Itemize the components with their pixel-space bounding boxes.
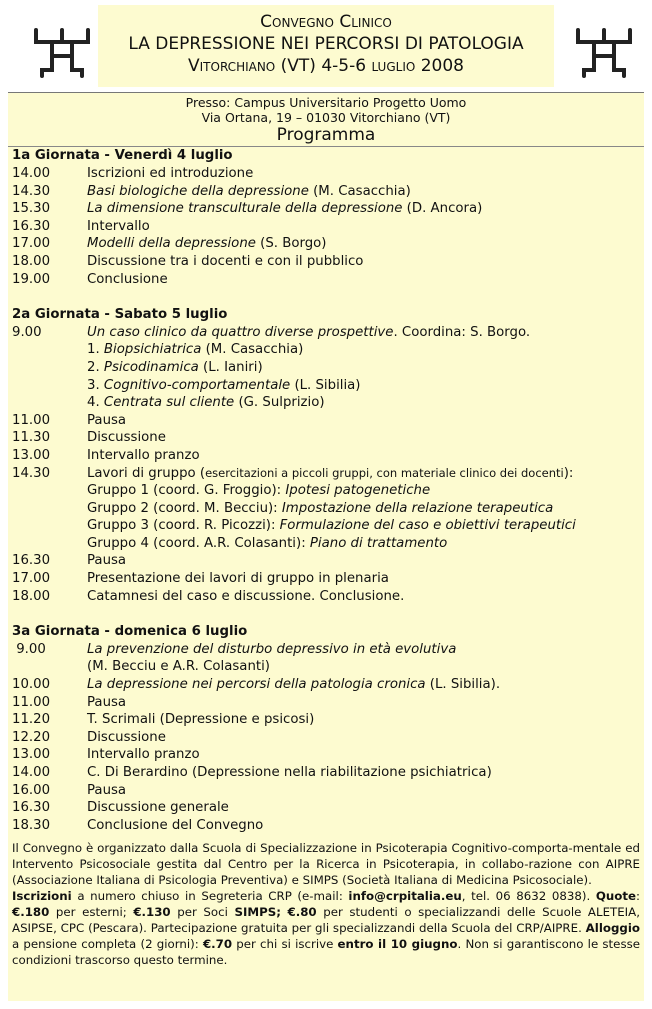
stick-figure-icon bbox=[30, 20, 94, 84]
time: 14.00 bbox=[12, 765, 51, 780]
speaker: (S. Borgo) bbox=[255, 236, 327, 252]
time: 9.00 bbox=[12, 641, 46, 657]
price-members: €.130 bbox=[133, 905, 171, 920]
activity: Catamnesi del caso e discussione. Conclusione. bbox=[87, 588, 405, 604]
activity: Discussione generale bbox=[87, 800, 229, 816]
schedule-row: 14.30 Lavori di gruppo (esercitazioni a piccoli gruppi, con materiale clinico dei docenti): bbox=[12, 465, 574, 481]
header-box bbox=[98, 5, 554, 87]
speaker: (M. Becciu e A.R. Colasanti) bbox=[87, 659, 270, 675]
activity: Pausa bbox=[87, 694, 127, 710]
email-link[interactable]: info@crpitalia.eu bbox=[348, 889, 462, 904]
time: 12.20 bbox=[12, 729, 51, 745]
program-sheet bbox=[8, 92, 644, 1001]
schedule-row bbox=[8, 782, 644, 800]
time: 10.00 bbox=[12, 677, 51, 693]
group-row bbox=[8, 535, 644, 553]
day1-title: 1a Giornata - Venerdì 4 luglio bbox=[12, 148, 233, 163]
speaker: (L. Sibilia). bbox=[425, 677, 501, 693]
footer-info: Il Convegno è organizzato dalla Scuola di Specializzazione in Psicoterapia Cognitivo-comporta-mentale ed Intervento Psicosociale gestita dal Centro per la Ricerca in Psicoterapia, in collabo-razione con AIPRE (Associazione Italiana di Psicologia Preventiva) e SIMPS (Società Italiana di Medicina Psicosociale). Iscrizioni a numero chiuso in Segreteria CRP (e-mail: info@crpitalia.eu, tel. 06 8632 0838). Quote: €.180 per esterni; €.130 per Soci SIMPS; €.80 per studenti o specializzandi delle Scuole ALETEIA, ASIPSE, CPC (Pescara). Partecipazione gratuita per gli specializzandi della Scuola del CRP/AIPRE. Alloggio a pensione completa (2 giorni): €.70 per chi si iscrive entro il 10 giugno. Non si garantiscono le stesse condizioni trascorso questo termine. bbox=[12, 841, 641, 968]
alloggio-label: Alloggio bbox=[585, 921, 640, 936]
simps-label: SIMPS; bbox=[234, 905, 281, 920]
schedule-row bbox=[8, 817, 644, 835]
activity: Pausa bbox=[87, 782, 127, 798]
group-label: Gruppo 4 (coord. A.R. Colasanti): bbox=[87, 535, 310, 551]
time: 18.30 bbox=[12, 817, 51, 833]
time: 17.00 bbox=[12, 571, 51, 587]
time: 11.00 bbox=[12, 412, 51, 428]
activity: Intervallo bbox=[87, 218, 150, 234]
logo-left bbox=[30, 20, 94, 84]
schedule-row bbox=[8, 183, 644, 201]
quote-label: Quote bbox=[595, 889, 637, 904]
schedule-row bbox=[8, 165, 644, 183]
workshop-note: esercitazioni a piccoli gruppi, con materiale clinico dei docenti bbox=[205, 465, 564, 480]
schedule-row bbox=[8, 447, 644, 465]
speaker: (D. Ancora) bbox=[402, 201, 483, 217]
price-lodging: €.70 bbox=[202, 937, 233, 952]
header-title-line1: Convegno Clinico bbox=[260, 12, 392, 32]
group-row bbox=[8, 517, 644, 535]
talk-title: La depressione nei percorsi della patologia cronica bbox=[87, 677, 426, 693]
time: 14.30 bbox=[12, 465, 51, 481]
group-label: Gruppo 1 (coord. G. Froggio): bbox=[87, 483, 286, 499]
schedule-row bbox=[8, 764, 644, 782]
organizer-text: Il Convegno è organizzato dalla Scuola di Specializzazione in Psicoterapia Cognitivo-comporta-mentale ed Intervento Psicosociale gestita dal Centro per la Ricerca in Psicoterapia, in collabo-razione con AIPRE (Associazione Italiana di Psicologia Preventiva) e SIMPS (Società Italiana di Medicina Psicosociale). bbox=[12, 841, 640, 888]
time: 11.30 bbox=[12, 430, 51, 446]
perspective-row: 1. Biopsichiatrica (M. Casacchia) bbox=[87, 342, 304, 358]
program-title: Programma bbox=[8, 125, 644, 147]
activity: Discussione tra i docenti e con il pubblico bbox=[87, 253, 364, 269]
activity: Intervallo pranzo bbox=[87, 747, 200, 763]
schedule-row bbox=[8, 324, 644, 342]
talk-title: Modelli della depressione bbox=[87, 236, 256, 252]
schedule-row bbox=[8, 235, 644, 253]
schedule-row bbox=[8, 200, 644, 218]
schedule-row bbox=[8, 552, 644, 570]
spacer bbox=[8, 605, 644, 623]
speaker: (M. Casacchia) bbox=[201, 342, 304, 358]
activity: Iscrizioni ed introduzione bbox=[87, 166, 254, 181]
coordinator: . Coordina: S. Borgo. bbox=[393, 324, 531, 340]
time: 16.30 bbox=[12, 218, 51, 234]
schedule-row bbox=[8, 412, 644, 430]
schedule-row bbox=[8, 711, 644, 729]
talk-title: Basi biologiche della depressione bbox=[87, 183, 309, 199]
price-external: €.180 bbox=[12, 905, 50, 920]
group-topic: Formulazione del caso e obiettivi terapeutici bbox=[279, 518, 576, 534]
time: 17.00 bbox=[12, 236, 51, 252]
perspective-title: Cognitivo-comportamentale bbox=[103, 377, 291, 393]
spacer bbox=[8, 288, 644, 306]
activity: T. Scrimali (Depressione e psicosi) bbox=[87, 712, 315, 728]
activity: Discussione bbox=[87, 430, 166, 446]
schedule-row bbox=[8, 641, 644, 659]
price-students: €.80 bbox=[287, 905, 317, 920]
activity: Presentazione dei lavori di gruppo in plenaria bbox=[87, 571, 389, 587]
activity: Pausa bbox=[87, 412, 127, 428]
day3-title: 3a Giornata - domenica 6 luglio bbox=[12, 623, 248, 639]
speaker: (L. Ianiri) bbox=[198, 359, 263, 375]
speaker: (G. Sulprizio) bbox=[234, 395, 325, 411]
group-row bbox=[8, 500, 644, 518]
activity: Pausa bbox=[87, 553, 127, 569]
group-topic: Piano di trattamento bbox=[309, 535, 448, 551]
speaker-row bbox=[8, 658, 644, 676]
time: 11.20 bbox=[12, 712, 51, 728]
perspective-title: Centrata sul cliente bbox=[103, 395, 235, 411]
schedule-row bbox=[8, 429, 644, 447]
talk-title: Un caso clinico da quattro diverse prospettive bbox=[87, 324, 394, 340]
activity: Conclusione bbox=[87, 271, 168, 287]
perspective-title: Biopsichiatrica bbox=[103, 342, 202, 358]
group-row bbox=[8, 482, 644, 500]
perspective-title: Psicodinamica bbox=[103, 359, 199, 375]
day2-title: 2a Giornata - Sabato 5 luglio bbox=[12, 306, 228, 322]
time: 19.00 bbox=[12, 271, 51, 287]
header-title-line3: Vitorchiano (VT) 4-5-6 luglio 2008 bbox=[188, 56, 464, 76]
group-topic: Ipotesi patogenetiche bbox=[285, 483, 431, 499]
iscrizioni-label: Iscrizioni bbox=[12, 889, 72, 904]
speaker: (L. Sibilia) bbox=[290, 377, 361, 393]
speaker: (M. Casacchia) bbox=[308, 183, 411, 199]
perspective-row: 4. Centrata sul cliente (G. Sulprizio) bbox=[87, 395, 325, 411]
logo-right bbox=[572, 20, 636, 84]
time: 18.00 bbox=[12, 588, 51, 604]
time: 13.00 bbox=[12, 447, 51, 463]
time: 9.00 bbox=[12, 324, 42, 340]
perspective-row: 2. Psicodinamica (L. Ianiri) bbox=[87, 359, 263, 375]
schedule-row bbox=[8, 271, 644, 289]
time: 16.30 bbox=[12, 553, 51, 569]
schedule-row bbox=[8, 570, 644, 588]
talk-title: La prevenzione del disturbo depressivo in età evolutiva bbox=[87, 641, 457, 657]
activity: Intervallo pranzo bbox=[87, 447, 200, 463]
talk-title: La dimensione transculturale della depressione bbox=[87, 201, 403, 217]
group-label: Gruppo 2 (coord. M. Becciu): bbox=[87, 500, 282, 516]
time: 18.00 bbox=[12, 253, 51, 269]
schedule-row bbox=[8, 218, 644, 236]
schedule-row bbox=[8, 588, 644, 606]
group-topic: Impostazione della relazione terapeutica bbox=[281, 500, 554, 516]
time: 16.30 bbox=[12, 800, 51, 816]
activity: Conclusione del Convegno bbox=[87, 817, 264, 833]
deadline: entro il 10 giugno bbox=[337, 937, 458, 952]
schedule-row bbox=[8, 253, 644, 271]
time: 13.00 bbox=[12, 747, 51, 763]
time: 16.00 bbox=[12, 782, 51, 798]
time: 15.30 bbox=[12, 201, 51, 217]
schedule-row bbox=[8, 676, 644, 694]
time: 11.00 bbox=[12, 694, 51, 710]
schedule-row bbox=[8, 694, 644, 712]
schedule-row bbox=[8, 729, 644, 747]
venue-line2: Via Ortana, 19 – 01030 Vitorchiano (VT) bbox=[201, 110, 451, 125]
header-title-line2: LA DEPRESSIONE NEI PERCORSI DI PATOLOGIA bbox=[128, 34, 524, 54]
activity: C. Di Berardino (Depressione nella riabilitazione psichiatrica) bbox=[87, 765, 492, 780]
venue-line1: Presso: Campus Universitario Progetto Uomo bbox=[185, 95, 467, 110]
time: 14.00 bbox=[12, 166, 51, 181]
schedule-row bbox=[8, 799, 644, 817]
group-label: Gruppo 3 (coord. R. Picozzi): bbox=[87, 518, 280, 534]
time: 14.30 bbox=[12, 183, 51, 199]
perspective-row: 3. Cognitivo-comportamentale (L. Sibilia) bbox=[87, 377, 361, 393]
activity: Discussione bbox=[87, 729, 166, 745]
venue-info bbox=[8, 93, 644, 125]
stick-figure-icon bbox=[572, 20, 636, 84]
schedule-row bbox=[8, 746, 644, 764]
